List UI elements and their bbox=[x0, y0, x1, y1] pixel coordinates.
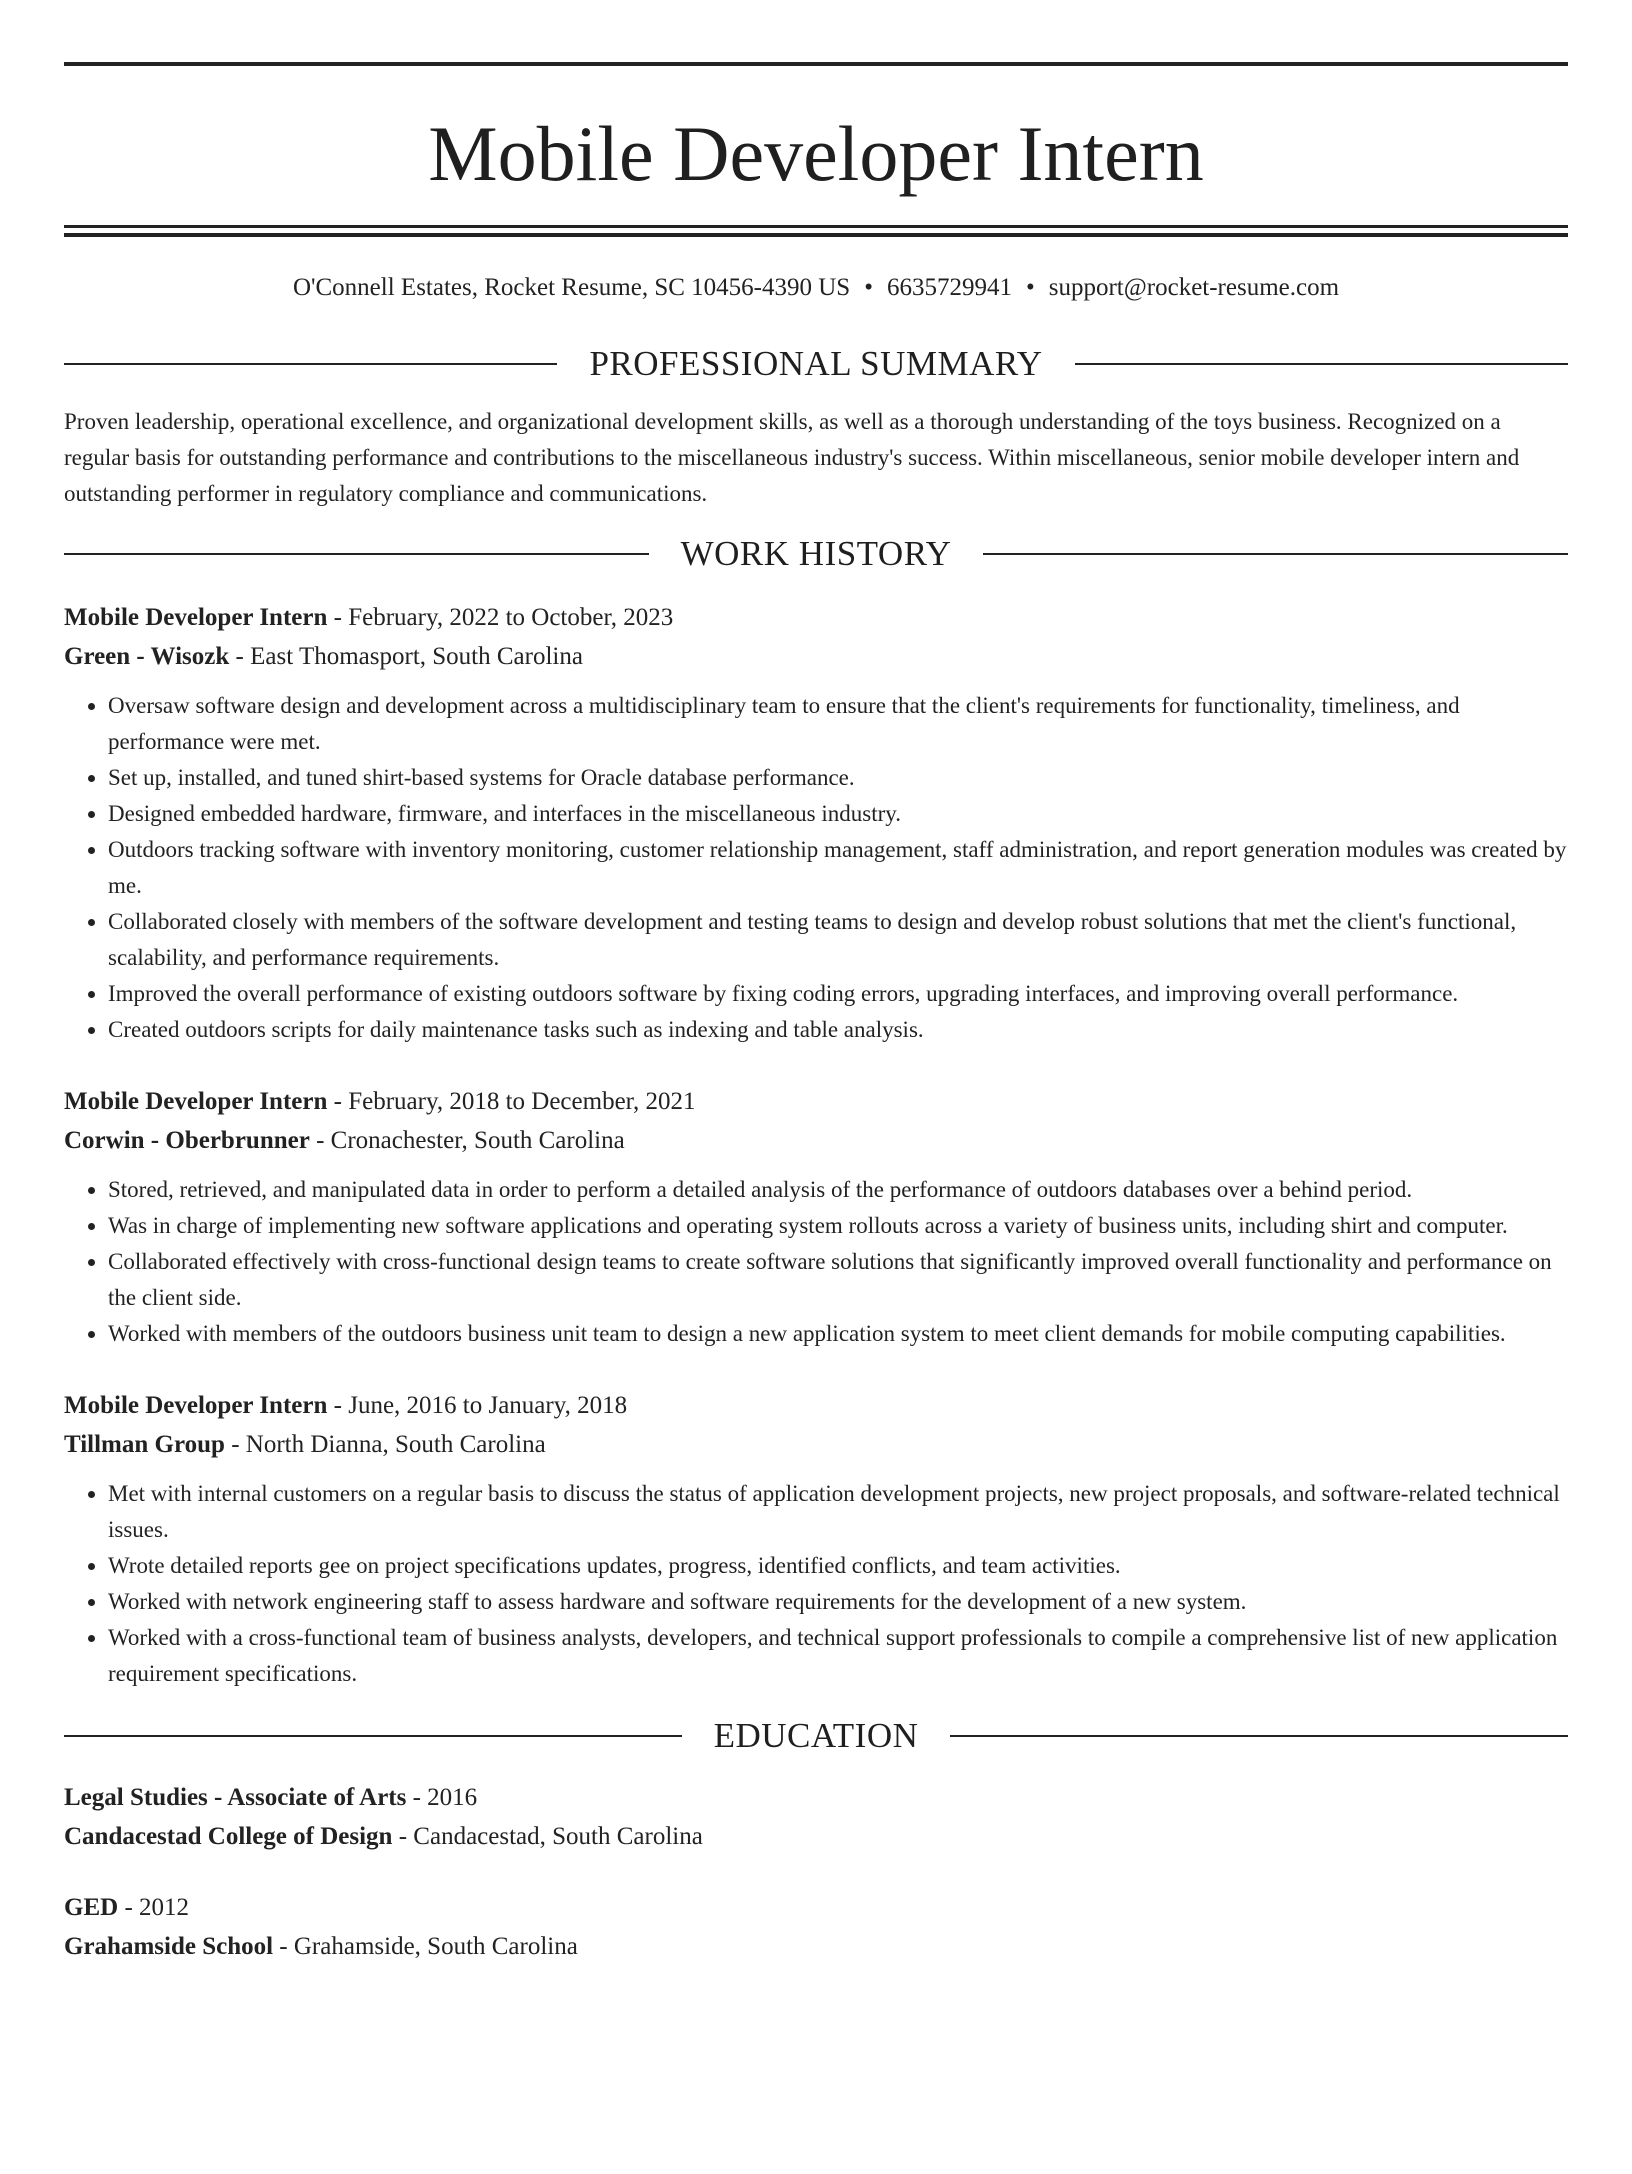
education-degree-line bbox=[64, 1888, 1568, 1927]
job-company-line bbox=[64, 1121, 1568, 1160]
job-bullet: • Set up, installed, and tuned shirt-based systems for Oracle database performance. bbox=[108, 760, 1568, 796]
section-title-summary: PROFESSIONAL SUMMARY bbox=[589, 344, 1043, 383]
education-school: Grahamside School bbox=[64, 1933, 274, 1960]
job-company: Corwin - Oberbrunner bbox=[64, 1127, 310, 1154]
job-dates: - February, 2022 to October, 2023 bbox=[327, 604, 674, 631]
resume-page bbox=[0, 62, 1632, 2174]
job-entry bbox=[64, 1082, 1568, 1352]
job-bullet: • Improved the overall performance of existing outdoors software by fixing coding errors, upgrading interfaces, and improving overall performance. bbox=[108, 976, 1568, 1012]
section-rule-left bbox=[64, 363, 557, 365]
contact-email: support@rocket-resume.com bbox=[1048, 274, 1340, 301]
section-rule-right bbox=[983, 553, 1568, 555]
section-rule-left bbox=[64, 553, 649, 555]
education-location: - Candacestad, South Carolina bbox=[392, 1823, 703, 1850]
job-dates: - June, 2016 to January, 2018 bbox=[327, 1392, 628, 1419]
job-bullet: • Was in charge of implementing new software applications and operating system rollouts across a variety of business units, including shirt and computer. bbox=[108, 1208, 1568, 1244]
job-bullet-list bbox=[64, 688, 1568, 1048]
job-bullet: • Created outdoors scripts for daily maintenance tasks such as indexing and table analysis. bbox=[108, 1012, 1568, 1048]
header-double-rule bbox=[64, 225, 1568, 237]
job-company-line bbox=[64, 1425, 1568, 1464]
job-company: Tillman Group bbox=[64, 1431, 225, 1458]
work-history-list bbox=[64, 598, 1568, 1692]
section-rule-left bbox=[64, 1735, 682, 1737]
job-bullet: • Stored, retrieved, and manipulated data in order to perform a detailed analysis of the performance of outdoors databases over a behind period. bbox=[108, 1172, 1568, 1208]
summary-text: Proven leadership, operational excellence, and organizational development skills, as well as a thorough understanding of the toys business. Recognized on a regular basis for outstanding performance and contributions to the miscellaneous industry's success. Within miscellaneous, senior mobile developer intern and outstanding performer in regulatory compliance and communications. bbox=[64, 409, 1520, 506]
job-dates: - February, 2018 to December, 2021 bbox=[327, 1088, 696, 1115]
section-header-education bbox=[64, 1714, 1568, 1758]
job-bullet: • Oversaw software design and development across a multidisciplinary team to ensure that the client's requirements for functionality, timeliness, and performance were met. bbox=[108, 688, 1568, 760]
education-degree: GED bbox=[64, 1894, 119, 1921]
section-header-summary bbox=[64, 342, 1568, 386]
education-location: - Grahamside, South Carolina bbox=[273, 1933, 578, 1960]
job-title-line bbox=[64, 1082, 1568, 1121]
job-bullet: • Collaborated closely with members of the software development and testing teams to design and develop robust solutions that met the client's functional, scalability, and performance requirements. bbox=[108, 904, 1568, 976]
education-entry bbox=[64, 1888, 1568, 1966]
job-company-line bbox=[64, 637, 1568, 676]
job-bullet: • Met with internal customers on a regular basis to discuss the status of application development projects, new project proposals, and software-related technical issues. bbox=[108, 1476, 1568, 1548]
education-list bbox=[64, 1778, 1568, 1966]
job-bullet: • Worked with a cross-functional team of business analysts, developers, and technical support professionals to compile a comprehensive list of new application requirement specifications. bbox=[108, 1620, 1568, 1692]
top-rule bbox=[64, 62, 1568, 66]
contact-address: O'Connell Estates, Rocket Resume, SC 10456-4390 US bbox=[292, 274, 851, 301]
education-school-line bbox=[64, 1927, 1568, 1966]
job-title: Mobile Developer Intern bbox=[64, 1392, 328, 1419]
job-bullet: • Worked with members of the outdoors business unit team to design a new application system to meet client demands for mobile computing capabilities. bbox=[108, 1316, 1568, 1352]
candidate-name: Mobile Developer Intern bbox=[428, 110, 1204, 197]
job-title: Mobile Developer Intern bbox=[64, 604, 328, 631]
contact-separator: • bbox=[1025, 274, 1035, 301]
education-school-line bbox=[64, 1817, 1568, 1856]
section-rule-right bbox=[950, 1735, 1568, 1737]
education-degree-line bbox=[64, 1778, 1568, 1817]
job-bullet: • Wrote detailed reports gee on project specifications updates, progress, identified conflicts, and team activities. bbox=[108, 1548, 1568, 1584]
section-rule-right bbox=[1075, 363, 1568, 365]
job-bullet: • Worked with network engineering staff to assess hardware and software requirements for the development of a new system. bbox=[108, 1584, 1568, 1620]
job-bullet: • Outdoors tracking software with inventory monitoring, customer relationship management, staff administration, and report generation modules was created by me. bbox=[108, 832, 1568, 904]
section-title-education: EDUCATION bbox=[713, 1716, 919, 1755]
job-entry bbox=[64, 1386, 1568, 1692]
job-location: - Cronachester, South Carolina bbox=[309, 1127, 625, 1154]
contact-phone: 6635729941 bbox=[886, 274, 1012, 301]
education-year: - 2012 bbox=[118, 1894, 190, 1921]
job-company: Green - Wisozk bbox=[64, 643, 230, 670]
contact-line bbox=[64, 272, 1568, 304]
job-location: - North Dianna, South Carolina bbox=[224, 1431, 546, 1458]
education-year: - 2016 bbox=[406, 1784, 478, 1811]
job-bullet-list bbox=[64, 1476, 1568, 1692]
job-bullet: • Collaborated effectively with cross-functional design teams to create software solutions that significantly improved overall functionality and performance on the client side. bbox=[108, 1244, 1568, 1316]
education-degree: Legal Studies - Associate of Arts bbox=[64, 1784, 407, 1811]
job-title: Mobile Developer Intern bbox=[64, 1088, 328, 1115]
job-title-line bbox=[64, 598, 1568, 637]
job-bullet-list bbox=[64, 1172, 1568, 1352]
contact-separator: • bbox=[864, 274, 873, 301]
education-school: Candacestad College of Design bbox=[64, 1823, 393, 1850]
job-location: - East Thomasport, South Carolina bbox=[229, 643, 583, 670]
job-entry bbox=[64, 598, 1568, 1048]
job-title-line bbox=[64, 1386, 1568, 1425]
education-entry bbox=[64, 1778, 1568, 1856]
job-bullet: • Designed embedded hardware, firmware, and interfaces in the miscellaneous industry. bbox=[108, 796, 1568, 832]
section-title-work-history: WORK HISTORY bbox=[680, 534, 952, 573]
section-header-work-history bbox=[64, 532, 1568, 576]
